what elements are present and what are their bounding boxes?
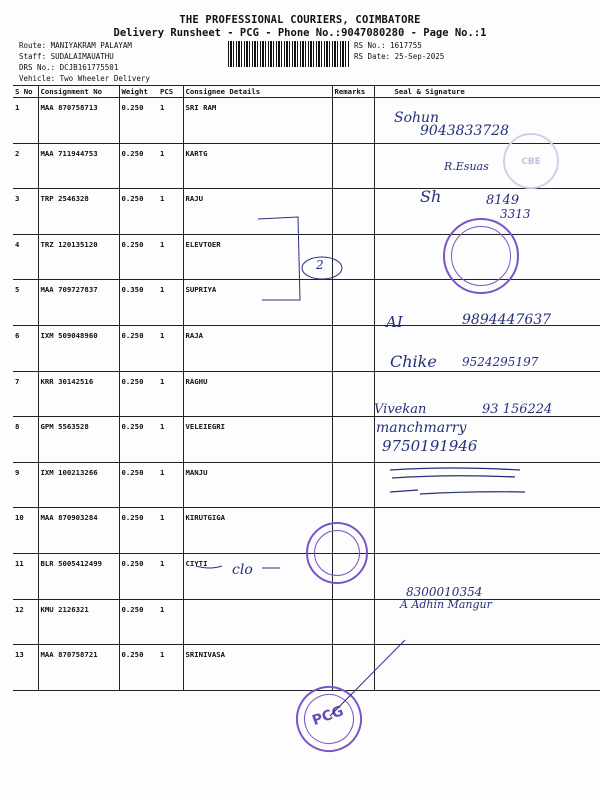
stamp-label: PCG (310, 703, 346, 730)
vehicle-text: Vehicle: Two Wheeler Delivery (19, 74, 150, 83)
cell-consignment-no: BLR 5005412499 (38, 553, 119, 599)
stamp-label: CBE (521, 156, 541, 167)
cell-consignee: MANJU (183, 462, 332, 508)
handwritten-signature: Chike (390, 352, 437, 371)
cell-consignment-no: MAA 711944753 (38, 143, 119, 189)
cell-consignment-no: MAA 870758721 (38, 645, 119, 691)
cell-consignee: KARTG (183, 143, 332, 189)
cell-weight: 0.250 (119, 143, 158, 189)
cell-consignment-no: MAA 709727837 (38, 280, 119, 326)
cell-weight: 0.350 (119, 280, 158, 326)
col-header-consignment: Consignment No (38, 86, 119, 98)
cell-consignment-no: TRZ 120135120 (38, 234, 119, 280)
cell-weight: 0.250 (119, 599, 158, 645)
rs-date: RS Date: 25-Sep-2025 (354, 52, 445, 61)
cell-consignment-no: IXM 509048960 (38, 325, 119, 371)
handwritten-phone: 9043833728 (420, 123, 510, 139)
cell-consignment-no: MAA 870758713 (38, 98, 119, 144)
cell-consignment-no: TRP 2546328 (38, 189, 119, 235)
cell-consignee: ELEVTOER (183, 234, 332, 280)
handwritten-remark: clo (232, 562, 253, 578)
cell-weight: 0.250 (119, 508, 158, 554)
cell-pcs: 1 (158, 462, 183, 508)
handwritten-signature: Vivekan (374, 402, 427, 417)
cell-weight: 0.250 (119, 98, 158, 144)
col-header-weight: Weight (119, 86, 158, 98)
cell-consignee: VELEIEGRI (183, 417, 332, 463)
cell-consignee: SRI RAM (183, 98, 332, 144)
bracket-stroke (258, 217, 300, 300)
cell-consignment-no: KRR 30142516 (38, 371, 119, 417)
handwritten-signature: A Adhin Mangur (400, 598, 492, 611)
col-header-sno: S No (13, 86, 38, 98)
col-header-signature: Seal & Signature (374, 86, 600, 98)
cell-pcs: 1 (158, 98, 183, 144)
cell-pcs: 1 (158, 553, 183, 599)
signature-stroke (390, 490, 525, 494)
cell-sno: 11 (13, 553, 38, 599)
cell-sno: 12 (13, 599, 38, 645)
circle-stroke (302, 257, 342, 279)
rs-number: RS No.: 1617755 (354, 41, 422, 50)
company-title: THE PROFESSIONAL COURIERS, COIMBATORE (179, 14, 421, 26)
handwritten-number: 3313 (500, 207, 531, 221)
cell-pcs: 1 (158, 599, 183, 645)
cell-consignee: RAGHU (183, 371, 332, 417)
cell-consignment-no: KMU 2126321 (38, 599, 119, 645)
handwritten-phone: 9750191946 (382, 437, 478, 455)
handwritten-phone: 93 156224 (482, 402, 553, 417)
cell-weight: 0.250 (119, 325, 158, 371)
handwritten-phone: 9524295197 (462, 355, 539, 369)
col-header-consignee: Consignee Details (183, 86, 332, 98)
cell-consignee: SRINIVASA (183, 645, 332, 691)
cell-sno: 13 (13, 645, 38, 691)
col-header-remarks: Remarks (332, 86, 374, 98)
handwritten-signature: AI (386, 313, 403, 331)
dash-stroke (196, 566, 280, 568)
cell-pcs: 1 (158, 280, 183, 326)
cell-consignee: CIYTI (183, 553, 332, 599)
cell-sno: 6 (13, 325, 38, 371)
cell-weight: 0.250 (119, 462, 158, 508)
cell-consignment-no: IXM 100213266 (38, 462, 119, 508)
cell-sno: 3 (13, 189, 38, 235)
cell-sno: 5 (13, 280, 38, 326)
handwritten-signature: Sh (420, 187, 442, 206)
cell-consignee: SUPRIYA (183, 280, 332, 326)
cell-pcs: 1 (158, 645, 183, 691)
handwritten-remark: 2 (316, 258, 324, 272)
cell-weight: 0.250 (119, 189, 158, 235)
cell-weight: 0.250 (119, 553, 158, 599)
cell-pcs: 1 (158, 371, 183, 417)
cell-consignee: KIRUTGIGA (183, 508, 332, 554)
cell-sno: 10 (13, 508, 38, 554)
col-header-pcs: PCS (158, 86, 183, 98)
cell-sno: 2 (13, 143, 38, 189)
cell-sno: 9 (13, 462, 38, 508)
route-text: Route: MANIYAKRAM PALAYAM (19, 41, 132, 50)
cell-pcs: 1 (158, 189, 183, 235)
cell-consignee: RAJA (183, 325, 332, 371)
strike-stroke (392, 476, 515, 478)
handwritten-phone: 9894447637 (462, 312, 552, 328)
cell-weight: 0.250 (119, 371, 158, 417)
cell-weight: 0.250 (119, 234, 158, 280)
handwritten-phone: 8300010354 (406, 585, 483, 599)
cell-pcs: 1 (158, 234, 183, 280)
cell-sno: 8 (13, 417, 38, 463)
strike-stroke (390, 468, 520, 470)
cell-consignment-no: MAA 870903284 (38, 508, 119, 554)
cell-consignee: RAJU (183, 189, 332, 235)
cell-weight: 0.250 (119, 645, 158, 691)
cell-weight: 0.250 (119, 417, 158, 463)
handwritten-signature: Sohun (394, 110, 440, 126)
cell-sno: 4 (13, 234, 38, 280)
staff-text: Staff: SUDALAIMAUATHU (19, 52, 114, 61)
cell-consignment-no: GPM 5563528 (38, 417, 119, 463)
cell-sno: 7 (13, 371, 38, 417)
cancel-line (330, 640, 405, 716)
cell-pcs: 1 (158, 143, 183, 189)
cell-sno: 1 (13, 98, 38, 144)
drs-text: DRS No.: DCJB161775501 (19, 63, 119, 72)
handwritten-signature: manchmarry (376, 420, 467, 436)
runsheet-subtitle: Delivery Runsheet - PCG - Phone No.:9047080280 - Page No.:1 (113, 27, 487, 39)
cell-pcs: 1 (158, 508, 183, 554)
handwritten-signature: R.Esuas (444, 160, 489, 173)
cell-pcs: 1 (158, 325, 183, 371)
cell-pcs: 1 (158, 417, 183, 463)
handwritten-number: 8149 (486, 193, 520, 208)
